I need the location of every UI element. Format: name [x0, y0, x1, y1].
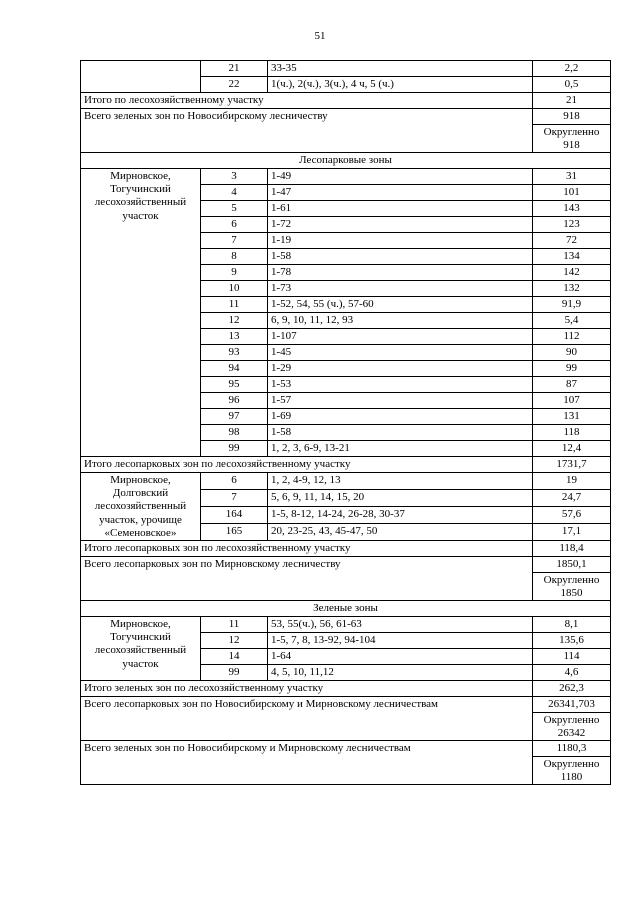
plots-cell: 1-53 [268, 377, 533, 393]
area-value-cell: 4,6 [533, 665, 611, 681]
plots-cell: 4, 5, 10, 11,12 [268, 665, 533, 681]
rounded-cell [533, 573, 611, 601]
quarter-cell: 7 [201, 233, 268, 249]
table-row [81, 617, 611, 633]
total-value: 21 [533, 93, 611, 109]
total-row [81, 541, 611, 557]
rounded-label: Округленно [543, 758, 600, 771]
plots-cell: 6, 9, 10, 11, 12, 93 [268, 313, 533, 329]
section-header-row [81, 601, 611, 617]
quarter-cell: 11 [201, 297, 268, 313]
area-value-cell: 8,1 [533, 617, 611, 633]
total-value: 1850,1 [533, 557, 611, 573]
quarter-cell: 99 [201, 665, 268, 681]
area-name-line: Мирновское, [110, 618, 171, 631]
plots-cell: 1-107 [268, 329, 533, 345]
plots-cell: 1-69 [268, 409, 533, 425]
section-title: Зеленые зоны [81, 601, 611, 617]
area-name-line: Тогучинский [110, 183, 171, 196]
quarter-cell: 5 [201, 201, 268, 217]
quarter-cell: 96 [201, 393, 268, 409]
plots-cell: 33-35 [268, 61, 533, 77]
area-value-cell: 87 [533, 377, 611, 393]
section-title: Лесопарковые зоны [81, 153, 611, 169]
area-name-line: «Семеновское» [104, 526, 177, 539]
plots-cell: 1-64 [268, 649, 533, 665]
total-label: Итого лесопарковых зон по лесохозяйственному участку [81, 541, 533, 557]
quarter-cell: 22 [201, 77, 268, 93]
page-number: 51 [314, 30, 326, 42]
area-name-cell [81, 473, 201, 541]
area-value-cell: 57,6 [533, 507, 611, 524]
plots-cell: 1-58 [268, 249, 533, 265]
total-row [81, 557, 611, 573]
area-name-line: лесохозяйственный [94, 500, 187, 513]
rounded-value: 1180 [560, 771, 583, 784]
total-value: 918 [533, 109, 611, 125]
total-row [81, 697, 611, 713]
quarter-cell: 164 [201, 507, 268, 524]
area-value-cell: 17,1 [533, 524, 611, 541]
total-row [81, 93, 611, 109]
area-name-line: лесохозяйственный [94, 196, 187, 209]
plots-cell: 1-5, 7, 8, 13-92, 94-104 [268, 633, 533, 649]
area-value-cell: 2,2 [533, 61, 611, 77]
area-value-cell: 72 [533, 233, 611, 249]
rounded-value: 918 [563, 139, 580, 151]
rounded-label: Округленно [543, 714, 600, 727]
quarter-cell: 7 [201, 490, 268, 507]
plots-cell: 1-49 [268, 169, 533, 185]
total-row [81, 681, 611, 697]
total-label: Итого лесопарковых зон по лесохозяйственному участку [81, 457, 533, 473]
area-value-cell: 90 [533, 345, 611, 361]
plots-cell: 1, 2, 3, 6-9, 13-21 [268, 441, 533, 457]
total-value: 262,3 [533, 681, 611, 697]
area-name-line: Долговский [112, 487, 169, 500]
quarter-cell: 12 [201, 633, 268, 649]
area-name-cell [81, 169, 201, 457]
quarter-cell: 95 [201, 377, 268, 393]
area-value-cell: 131 [533, 409, 611, 425]
total-label: Итого по лесохозяйственному участку [81, 93, 533, 109]
area-value-cell: 19 [533, 473, 611, 490]
plots-cell: 1-29 [268, 361, 533, 377]
plots-cell: 1-78 [268, 265, 533, 281]
area-value-cell: 31 [533, 169, 611, 185]
plots-cell: 1(ч.), 2(ч.), 3(ч.), 4 ч, 5 (ч.) [268, 77, 533, 93]
rounded-label: Округленно [543, 126, 600, 138]
total-label: Всего лесопарковых зон по Новосибирскому и Мирновскому лесничествам [81, 697, 533, 741]
area-name-line: Мирновское, [110, 170, 171, 182]
plots-cell: 1-45 [268, 345, 533, 361]
quarter-cell: 93 [201, 345, 268, 361]
area-name-line: участок [122, 209, 159, 222]
area-name-line: Мирновское, [110, 474, 171, 486]
rounded-value: 26342 [557, 727, 586, 740]
plots-cell: 1-73 [268, 281, 533, 297]
quarter-cell: 94 [201, 361, 268, 377]
table-body [81, 61, 611, 785]
table-row [81, 169, 611, 185]
area-value-cell: 99 [533, 361, 611, 377]
quarter-cell: 12 [201, 313, 268, 329]
area-value-cell: 135,6 [533, 633, 611, 649]
total-value: 1180,3 [533, 741, 611, 757]
total-label: Всего лесопарковых зон по Мирновскому лесничеству [81, 557, 533, 601]
forest-zones-table [80, 60, 611, 785]
plots-cell: 20, 23-25, 43, 45-47, 50 [268, 524, 533, 541]
area-name-line: лесохозяйственный [94, 644, 187, 657]
quarter-cell: 13 [201, 329, 268, 345]
area-value-cell: 134 [533, 249, 611, 265]
total-label: Итого зеленых зон по лесохозяйственному участку [81, 681, 533, 697]
area-value-cell: 12,4 [533, 441, 611, 457]
area-value-cell: 123 [533, 217, 611, 233]
quarter-cell: 6 [201, 473, 268, 490]
quarter-cell: 9 [201, 265, 268, 281]
quarter-cell: 99 [201, 441, 268, 457]
area-value-cell: 24,7 [533, 490, 611, 507]
plots-cell: 1-52, 54, 55 (ч.), 57-60 [268, 297, 533, 313]
plots-cell: 1-61 [268, 201, 533, 217]
rounded-cell [533, 125, 611, 153]
rounded-value: 1850 [560, 587, 583, 600]
area-value-cell: 91,9 [533, 297, 611, 313]
area-name-cell [81, 617, 201, 681]
area-value-cell: 0,5 [533, 77, 611, 93]
area-value-cell: 118 [533, 425, 611, 441]
total-row [81, 457, 611, 473]
area-value-cell: 112 [533, 329, 611, 345]
table-row [81, 61, 611, 77]
quarter-cell: 11 [201, 617, 268, 633]
plots-cell: 1, 2, 4-9, 12, 13 [268, 473, 533, 490]
plots-cell: 1-57 [268, 393, 533, 409]
area-name-line: участок [122, 657, 159, 670]
plots-cell: 1-19 [268, 233, 533, 249]
area-value-cell: 143 [533, 201, 611, 217]
quarter-cell: 3 [201, 169, 268, 185]
quarter-cell: 10 [201, 281, 268, 297]
area-cell [81, 61, 201, 93]
quarter-cell: 97 [201, 409, 268, 425]
plots-cell: 5, 6, 9, 11, 14, 15, 20 [268, 490, 533, 507]
total-value: 118,4 [533, 541, 611, 557]
rounded-label: Округленно [543, 574, 600, 587]
plots-cell: 1-47 [268, 185, 533, 201]
section-header-row [81, 153, 611, 169]
quarter-cell: 98 [201, 425, 268, 441]
rounded-cell [533, 757, 611, 785]
area-value-cell: 114 [533, 649, 611, 665]
quarter-cell: 21 [201, 61, 268, 77]
area-name-line: Тогучинский [110, 631, 171, 644]
total-value: 26341,703 [533, 697, 611, 713]
plots-cell: 1-58 [268, 425, 533, 441]
total-label: Всего зеленых зон по Новосибирскому и Мирновскому лесничествам [81, 741, 533, 785]
area-value-cell: 132 [533, 281, 611, 297]
plots-cell: 1-72 [268, 217, 533, 233]
table-row [81, 473, 611, 490]
plots-cell: 1-5, 8-12, 14-24, 26-28, 30-37 [268, 507, 533, 524]
quarter-cell: 14 [201, 649, 268, 665]
area-value-cell: 101 [533, 185, 611, 201]
quarter-cell: 165 [201, 524, 268, 541]
total-value: 1731,7 [533, 457, 611, 473]
area-name-line: участок, урочище [99, 513, 182, 526]
total-label: Всего зеленых зон по Новосибирскому лесничеству [81, 109, 533, 153]
area-value-cell: 142 [533, 265, 611, 281]
area-value-cell: 107 [533, 393, 611, 409]
plots-cell: 53, 55(ч.), 56, 61-63 [268, 617, 533, 633]
quarter-cell: 8 [201, 249, 268, 265]
area-value-cell: 5,4 [533, 313, 611, 329]
rounded-cell [533, 713, 611, 741]
total-row [81, 109, 611, 125]
total-row [81, 741, 611, 757]
quarter-cell: 4 [201, 185, 268, 201]
quarter-cell: 6 [201, 217, 268, 233]
